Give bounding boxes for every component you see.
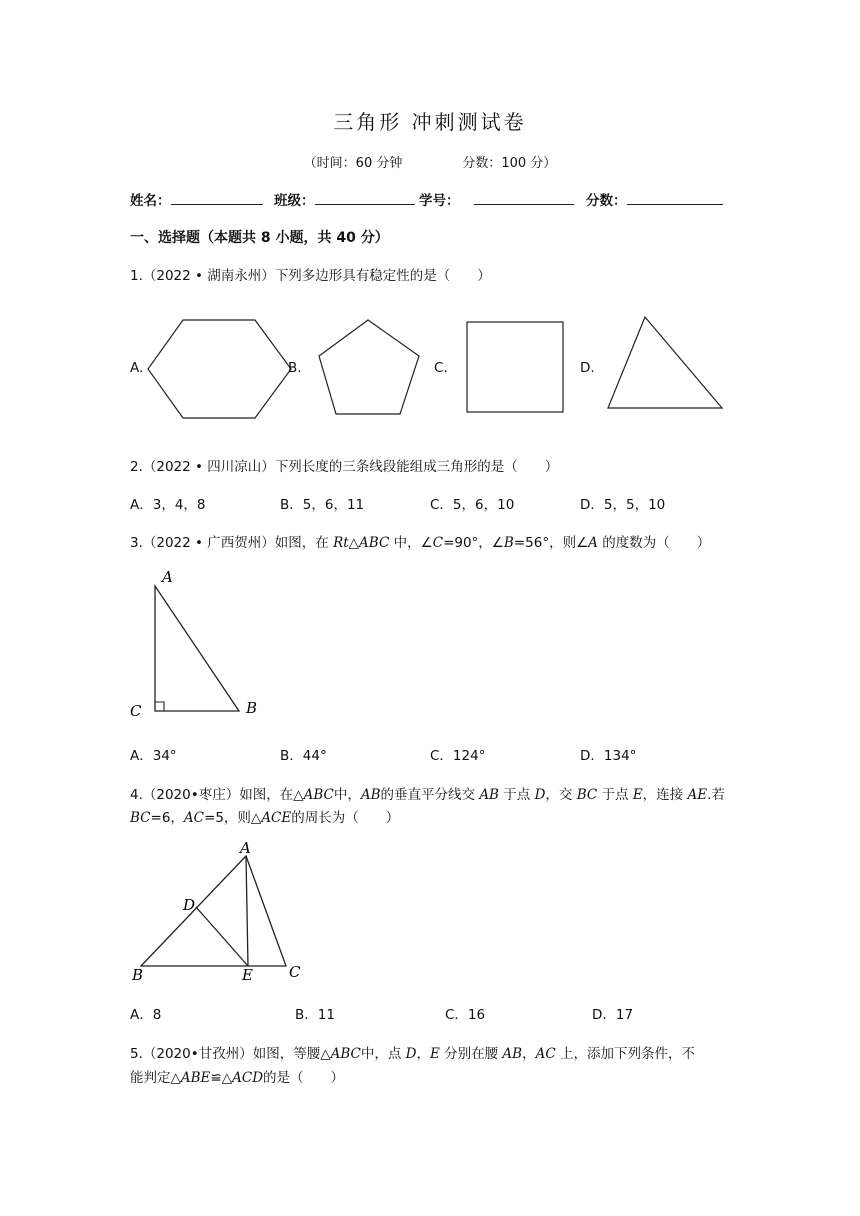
time-limit: （时间：60 分钟 (303, 156, 403, 171)
q4-label-b: B (132, 966, 144, 984)
q3-label-b: B (246, 699, 258, 717)
q2-option-d[interactable]: D．5，5，10 (580, 497, 666, 513)
q4-label-d: D (183, 896, 196, 914)
name-label: 姓名： (130, 193, 171, 209)
q3-option-a[interactable]: A．34° (130, 748, 177, 764)
student-id-label: 学号： (419, 193, 460, 209)
question-5-line-1: 5.（2020•甘孜州）如图，等腰△ABC中，点 D，E 分别在腰 AB，AC 上，添加下列条件，不 (130, 1046, 695, 1062)
score-label: 分数： (586, 193, 627, 209)
question-4-line-2: BC=6，AC=5，则△ACE的周长为（ ） (130, 810, 400, 826)
class-label: 班级： (274, 193, 315, 209)
q4-option-a[interactable]: A．8 (130, 1007, 162, 1023)
triangle-abc (141, 856, 286, 966)
q4-option-c[interactable]: C．16 (445, 1007, 486, 1023)
question-1-stem: 1.（2022 • 湖南永州）下列多边形具有稳定性的是（ ） (130, 268, 491, 284)
q3-label-c: C (130, 702, 142, 720)
q1-option-c-label[interactable]: C. (434, 360, 448, 376)
q4-label-a: A (240, 839, 251, 857)
q4-label-c: C (289, 963, 301, 981)
segment-ae (246, 856, 248, 966)
q2-option-a[interactable]: A．3，4，8 (130, 497, 206, 513)
section-choice-header: 一、选择题（本题共 8 小题，共 40 分） (130, 230, 389, 246)
total-score: 分数：100 分） (462, 156, 557, 171)
q2-option-b[interactable]: B．5，6，11 (280, 497, 365, 513)
question-4-line-1: 4.（2020•枣庄）如图，在△ABC中，AB的垂直平分线交 AB 于点 D，交 BC 于点 E，连接 AE.若 (130, 787, 725, 803)
q4-option-b[interactable]: B．11 (295, 1007, 335, 1023)
page-title: 三角形 冲刺测试卷 (333, 110, 527, 134)
q2-option-c[interactable]: C．5，6，10 (430, 497, 515, 513)
q1-option-a-label[interactable]: A. (130, 360, 144, 376)
question-3-stem: 3.（2022 • 广西贺州）如图，在 Rt△ABC 中，∠C=90°，∠B=56°，则∠A 的度数为（ ） (130, 535, 711, 551)
q3-label-a: A (162, 568, 173, 586)
q3-option-b[interactable]: B．44° (280, 748, 327, 764)
question-5-line-2: 能判定△ABE≌△ACD的是（ ） (130, 1070, 345, 1086)
segment-de (196, 907, 248, 966)
q4-option-d[interactable]: D．17 (592, 1007, 634, 1023)
q4-label-e: E (242, 966, 253, 984)
question-2-stem: 2.（2022 • 四川凉山）下列长度的三条线段能组成三角形的是（ ） (130, 459, 559, 475)
q1-option-b-label[interactable]: B. (288, 360, 302, 376)
q3-option-c[interactable]: C．124° (430, 748, 486, 764)
q1-option-d-label[interactable]: D. (580, 360, 595, 376)
q3-option-d[interactable]: D．134° (580, 748, 637, 764)
